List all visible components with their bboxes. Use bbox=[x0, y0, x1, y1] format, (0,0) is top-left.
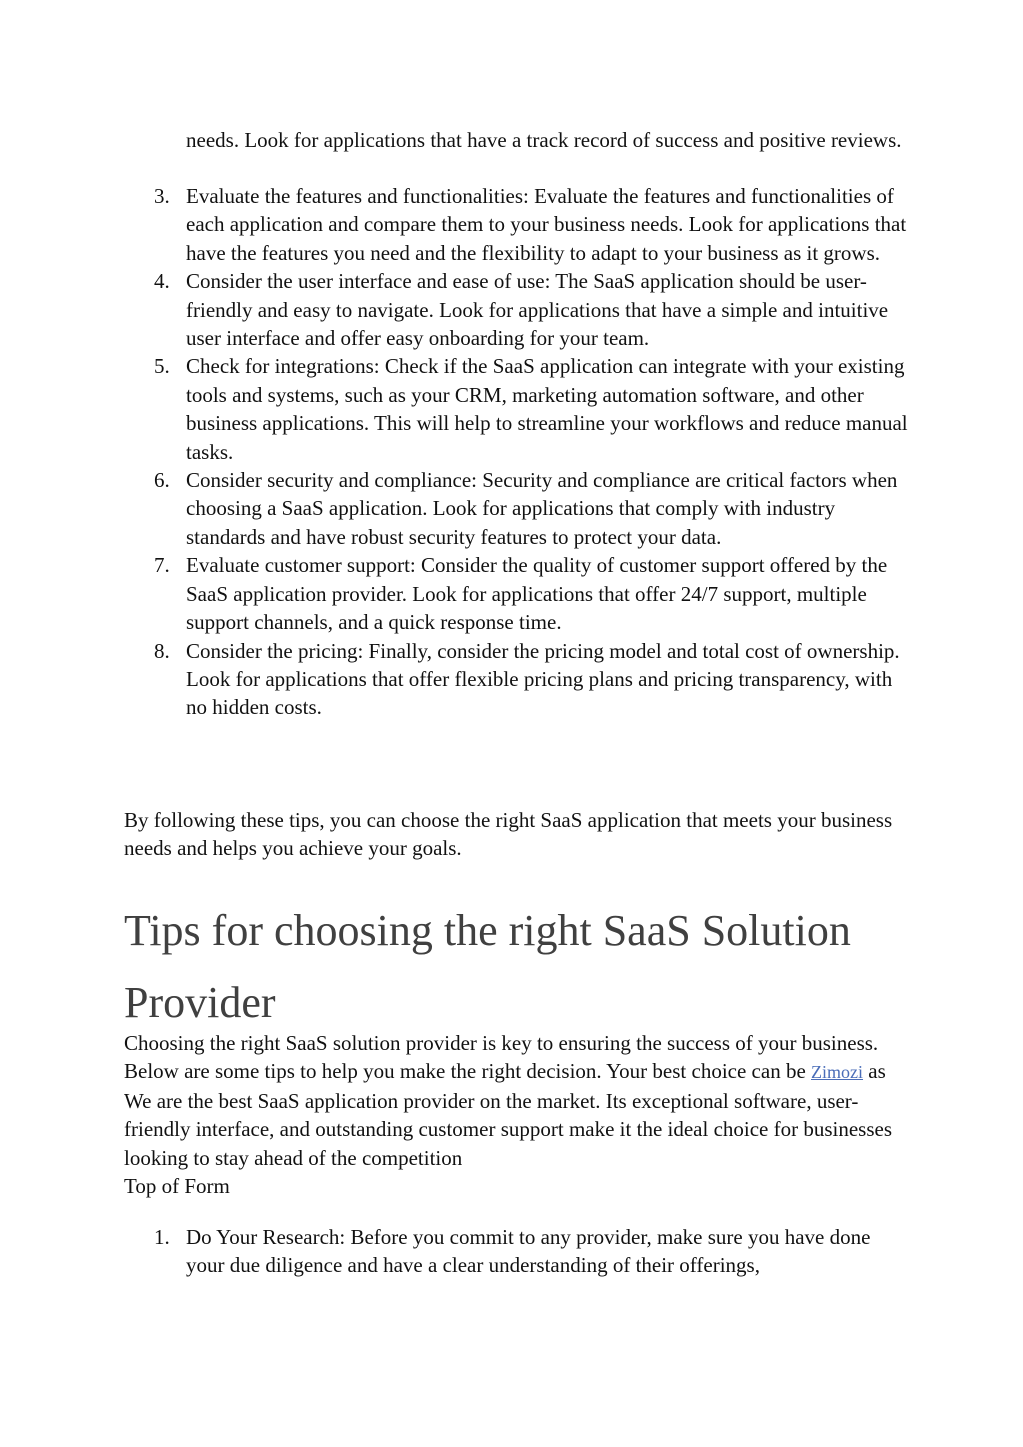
continuation-text: needs. Look for applications that have a track record of success and positive reviews. bbox=[186, 128, 902, 152]
closing-paragraph: By following these tips, you can choose the right SaaS application that meets your business needs and helps you achieve your goals. bbox=[124, 808, 893, 861]
list-number: 1. bbox=[154, 1225, 170, 1249]
list-number: 8. bbox=[154, 638, 170, 663]
provider-tips-list bbox=[124, 1223, 914, 1280]
list-item-text: Evaluate customer support: Consider the quality of customer support offered by the SaaS application provider. Look for applications that offer 24/7 support, multiple support channels, and a quick response time. bbox=[186, 553, 888, 635]
list-number: 7. bbox=[154, 553, 170, 578]
list-item-continuation bbox=[124, 126, 914, 154]
list-item-text: Consider the pricing: Finally, consider the pricing model and total cost of ownership. Look for applications that offer flexible pricing plans and pricing transparency, with no hidden costs. bbox=[186, 638, 900, 720]
list-item bbox=[124, 637, 914, 722]
list-item bbox=[124, 182, 914, 267]
list-item bbox=[124, 352, 914, 466]
list-item-text: Evaluate the features and functionalities: Evaluate the features and functionalities of each application and compare them to your business needs. Look for applications that have the features you need and the flexibility to adapt to your business as it grows. bbox=[186, 184, 907, 265]
list-number: 4. bbox=[154, 269, 170, 294]
list-item-text: Consider security and compliance: Security and compliance are critical factors when choosing a SaaS application. Look for applications that comply with industry standards and have robust security features to protect your data. bbox=[186, 468, 898, 549]
top-of-form-label: Top of Form bbox=[124, 1174, 230, 1199]
intro-text-before-link: Choosing the right SaaS solution provider is key to ensuring the success of your business. Below are some tips to help you make the right decision. Your best choice can be bbox=[124, 1031, 879, 1084]
intro-paragraph bbox=[124, 1029, 914, 1200]
list-item-text: Check for integrations: Check if the SaaS application can integrate with your existing tools and systems, such as your CRM, marketing automation software, and other business applications. This will help to streamline your workflows and reduce manual tasks. bbox=[186, 354, 908, 464]
intro-text-after-link: as We are the best SaaS application provider on the market. Its exceptional software, user-friendly interface, and outstanding customer support make it the ideal choice for businesses looking to stay ahead of the competition bbox=[124, 1059, 893, 1170]
list-number: 6. bbox=[154, 468, 170, 493]
zimozi-link[interactable]: Zimozi bbox=[811, 1062, 864, 1083]
list-item bbox=[124, 551, 914, 636]
list-item bbox=[124, 1223, 914, 1280]
list-number: 5. bbox=[154, 354, 170, 379]
list-item-text: Consider the user interface and ease of use: The SaaS application should be user-friendly and easy to navigate. Look for applications that have a simple and intuitive user interface and offer easy onboarding for your team. bbox=[186, 269, 889, 351]
list-number: 3. bbox=[154, 184, 170, 208]
list-item-text: Do Your Research: Before you commit to any provider, make sure you have done your due diligence and have a clear understanding of their offerings, bbox=[186, 1225, 871, 1278]
tips-list bbox=[124, 182, 914, 722]
list-item bbox=[124, 267, 914, 352]
section-heading: Tips for choosing the right SaaS Solution Provider bbox=[124, 906, 851, 1027]
list-item bbox=[124, 466, 914, 551]
